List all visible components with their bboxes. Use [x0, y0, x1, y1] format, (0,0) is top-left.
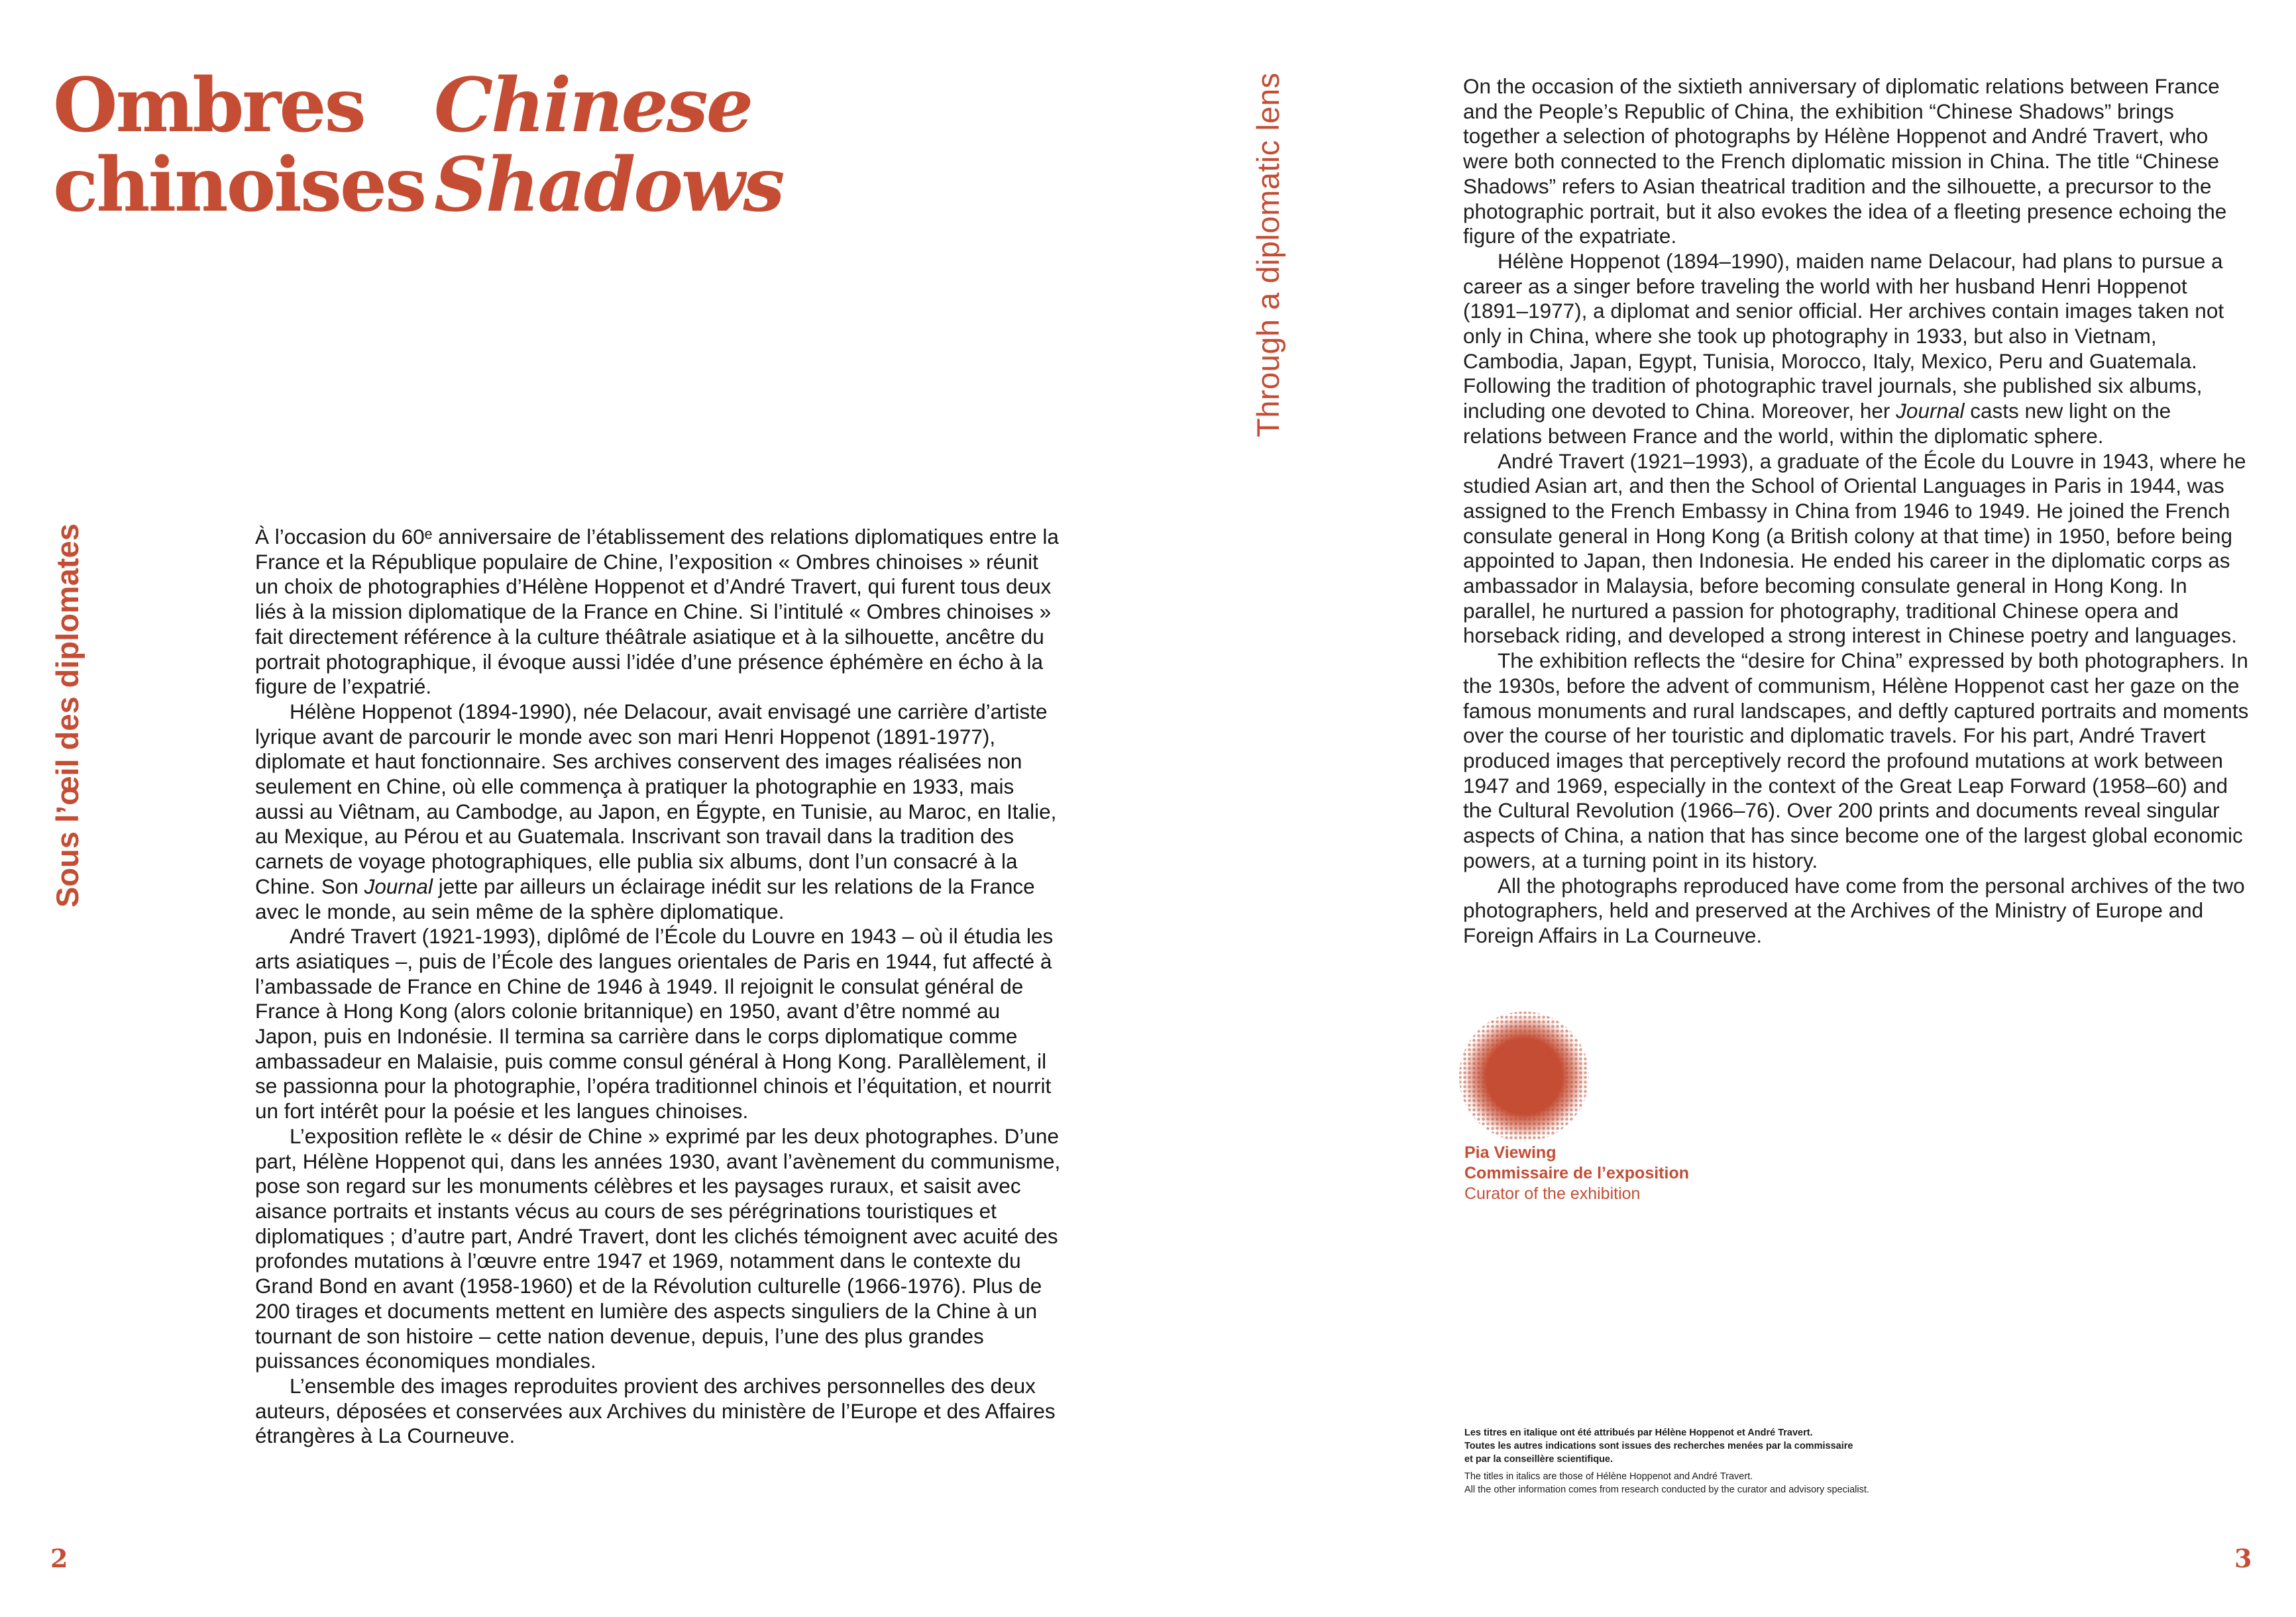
- vertical-heading-french: Sous l’œil des diplomates: [50, 523, 85, 908]
- paragraph-fr-2-extra-end: jette par ailleurs un éclairage inédit sur les relations de la France avec le monde, au sein même de la sphère diplomatique.: [255, 874, 1035, 923]
- title-english: [434, 62, 783, 229]
- title-english-line2: Shadows: [434, 142, 783, 229]
- body-text-english: [1463, 74, 2252, 949]
- curator-credit: [1464, 1143, 1689, 1204]
- note-fr-line1: Les titres en italique ont été attribués par Hélène Hoppenot et André Travert.: [1464, 1428, 1813, 1438]
- journal-italic-fr: Journal: [364, 874, 433, 898]
- paragraph-fr-5: L’ensemble des images reproduites provient des archives personnelles des deux auteurs, déposées et conservées aux Archives du ministère de l’Europe et des Affaires étrangères à La Courneuve.: [255, 1373, 1056, 1448]
- journal-italic-en: Journal: [1896, 399, 1965, 423]
- page-number-right: 3: [2234, 1543, 2252, 1573]
- vertical-heading-english: Through a diplomatic lens: [1250, 72, 1285, 437]
- paragraph-fr-4: L’exposition reflète le « désir de Chine » exprimé par les deux photographes. D’une part, Hélène Hoppenot qui, dans les années 1930, avant l’avènement du communisme, pose son regard sur les monuments célèbres et les paysages ruraux, et saisit avec aisance portraits et instants vécus au cours de ses pérégrinations touristiques et diplomatiques ; d’autre part, André Travert, dont les clichés témoignent avec acuité des profondes mutations à l’œuvre entre 1947 et 1969, notamment dans le contexte du Grand Bond en avant (1958-1960) et de la Révolution culturelle (1966-1976). Plus de 200 tirages et documents mettent en lumière des aspects singuliers de la Chine à un tournant de son histoire – cette nation devenue, depuis, l’une des plus grandes puissances économiques mondiales.: [255, 1123, 1061, 1373]
- note-fr-line2: Toutes les autres indications sont issues des recherches menées par la commissaire: [1464, 1441, 1853, 1451]
- footnotes: [1464, 1426, 1869, 1496]
- curator-name: Pia Viewing: [1464, 1143, 1557, 1162]
- paragraph-en-3: André Travert (1921–1993), a graduate of the École du Louvre in 1943, where he studied Asian art, and then the School of Oriental Languages in Paris in 1944, was assigned to the French Embassy in China from 1946 to 1949. He joined the French consulate general in Hong Kong (a British colony at that time) in 1950, before being appointed to Japan, then Indonesia. He ended his career in the diplomatic corps as ambassador in Malaysia, before becoming consulate general in Hong Kong. In parallel, he nurtured a passion for photography, traditional Chinese opera and horseback riding, and developed a strong interest in Chinese poetry and languages.: [1463, 448, 2246, 648]
- paragraph-en-5: All the photographs reproduced have come from the personal archives of the two photographers, held and preserved at the Archives of the Ministry of Europe and Foreign Affairs in La Courneuve.: [1463, 873, 2245, 947]
- note-en-line2: All the other information comes from research conducted by the curator and advisory specialist.: [1464, 1485, 1869, 1495]
- body-text-french: [255, 525, 1067, 1449]
- paragraph-fr-1: À l’occasion du 60ᵉ anniversaire de l’établissement des relations diplomatiques entre la France et la République populaire de Chine, l’exposition « Ombres chinoises » réunit un choix de photographies d’Hélène Hoppenot et d’André Travert, qui furent tous deux liés à la mission diplomatique de la France en Chine. Si l’intitulé « Ombres chinoises » fait directement référence à la culture théâtrale asiatique et à la silhouette, ancêtre du portrait photographique, il évoque aussi l’idée d’une présence éphémère en écho à la figure de l’expatrié.: [255, 525, 1059, 699]
- title-french: [53, 62, 425, 229]
- note-fr-line3: et par la conseillère scientifique.: [1464, 1454, 1613, 1465]
- paragraph-en-1: On the occasion of the sixtieth anniversary of diplomatic relations between France and the People’s Republic of China, the exhibition “Chinese Shadows” brings together a selection of photographs by Hélène Hoppenot and André Travert, who were both connected to the French diplomatic mission in China. The title “Chinese Shadows” refers to Asian theatrical tradition and the silhouette, a precursor to the photographic portrait, but it also evokes the idea of a fleeting presence echoing the figure of the expatriate.: [1463, 74, 2227, 248]
- paragraph-en-4: The exhibition reflects the “desire for China” expressed by both photographers. In the 1930s, before the advent of communism, Hélène Hoppenot cast her gaze on the famous monuments and rural landscapes, and deftly captured portraits and moments over the course of her touristic and diplomatic travels. For his part, André Travert produced images that perceptively record the profound mutations at work between 1947 and 1969, especially in the context of the Great Leap Forward (1958–60) and the Cultural Revolution (1966–76). Over 200 prints and documents reveal singular aspects of China, a nation that has since become one of the largest global economic powers, at a turning point in its history.: [1463, 649, 2249, 872]
- curator-role-french: Commissaire de l’exposition: [1464, 1164, 1689, 1182]
- note-en-line1: The titles in italics are those of Hélène Hoppenot and André Travert.: [1464, 1471, 1753, 1482]
- paragraph-en-2-end: casts new light on the relations between France and the world, within the diplomatic sphere.: [1463, 399, 2171, 448]
- title-english-line1: Chinese: [434, 62, 752, 149]
- paragraph-fr-2-text: Hélène Hoppenot (1894-1990), née Delacour, avait envisagé une carrière d’artiste lyrique avant de parcourir le monde avec son mari Henri Hoppenot (1891-1977), diplomate et haut fonctionnaire. Ses archives conservent des images réalisées non seulement en Chine, où elle commença à pratiquer la photographie en 1933, mais aussi au Viêtnam, au Cambodge, au Japon, en Égypte, en Tunisie, au Maroc, en Italie, au Mexique, au Pérou et au Guatemala. Inscrivant son travail dans la tradition des carnets de voyage photographiques, elle publia six albums, dont l’un consacré à la Chine.: [255, 699, 1057, 898]
- curator-role-english: Curator of the exhibition: [1464, 1184, 1641, 1203]
- page-number-left: 2: [50, 1543, 68, 1573]
- paragraph-fr-2-extra-start: Son: [321, 874, 364, 898]
- halftone-dot-icon: [1458, 1010, 1590, 1143]
- paragraph-en-2: [1463, 249, 2252, 449]
- paragraph-en-2-start: Hélène Hoppenot (1894–1990), maiden name Delacour, had plans to pursue a career as a singer before traveling the world with her husband Henri Hoppenot (1891–1977), a diplomat and senior official. Her archives contain images taken not only in China, where she took up photography in 1933, but also in Vietnam, Cambodia, Japan, Egypt, Tunisia, Morocco, Italy, Mexico, Peru and Guatemala. Following the tradition of photographic travel journals, she published six albums, including one devoted to China. Moreover, her: [1463, 248, 2224, 423]
- paragraph-fr-2: [255, 700, 1067, 924]
- paragraph-fr-3: André Travert (1921-1993), diplômé de l’École du Louvre en 1943 – où il étudia les arts asiatiques –, puis de l’École des langues orientales de Paris en 1944, fut affecté à l’ambassade de France en Chine de 1946 à 1949. Il rejoignit le consulat général de France à Hong Kong (alors colonie britannique) en 1950, avant d’être nommé au Japon, puis en Indonésie. Il termina sa carrière dans le corps diplomatique comme ambassadeur en Malaisie, puis comme consul général à Hong Kong. Parallèlement, il se passionna pour la photographie, l’opéra traditionnel chinois et l’équitation, et nourrit un fort intérêt pour la poésie et les langues chinoises.: [255, 924, 1054, 1123]
- title-french-line2: chinoises: [53, 142, 425, 229]
- title-french-line1: Ombres: [53, 62, 364, 149]
